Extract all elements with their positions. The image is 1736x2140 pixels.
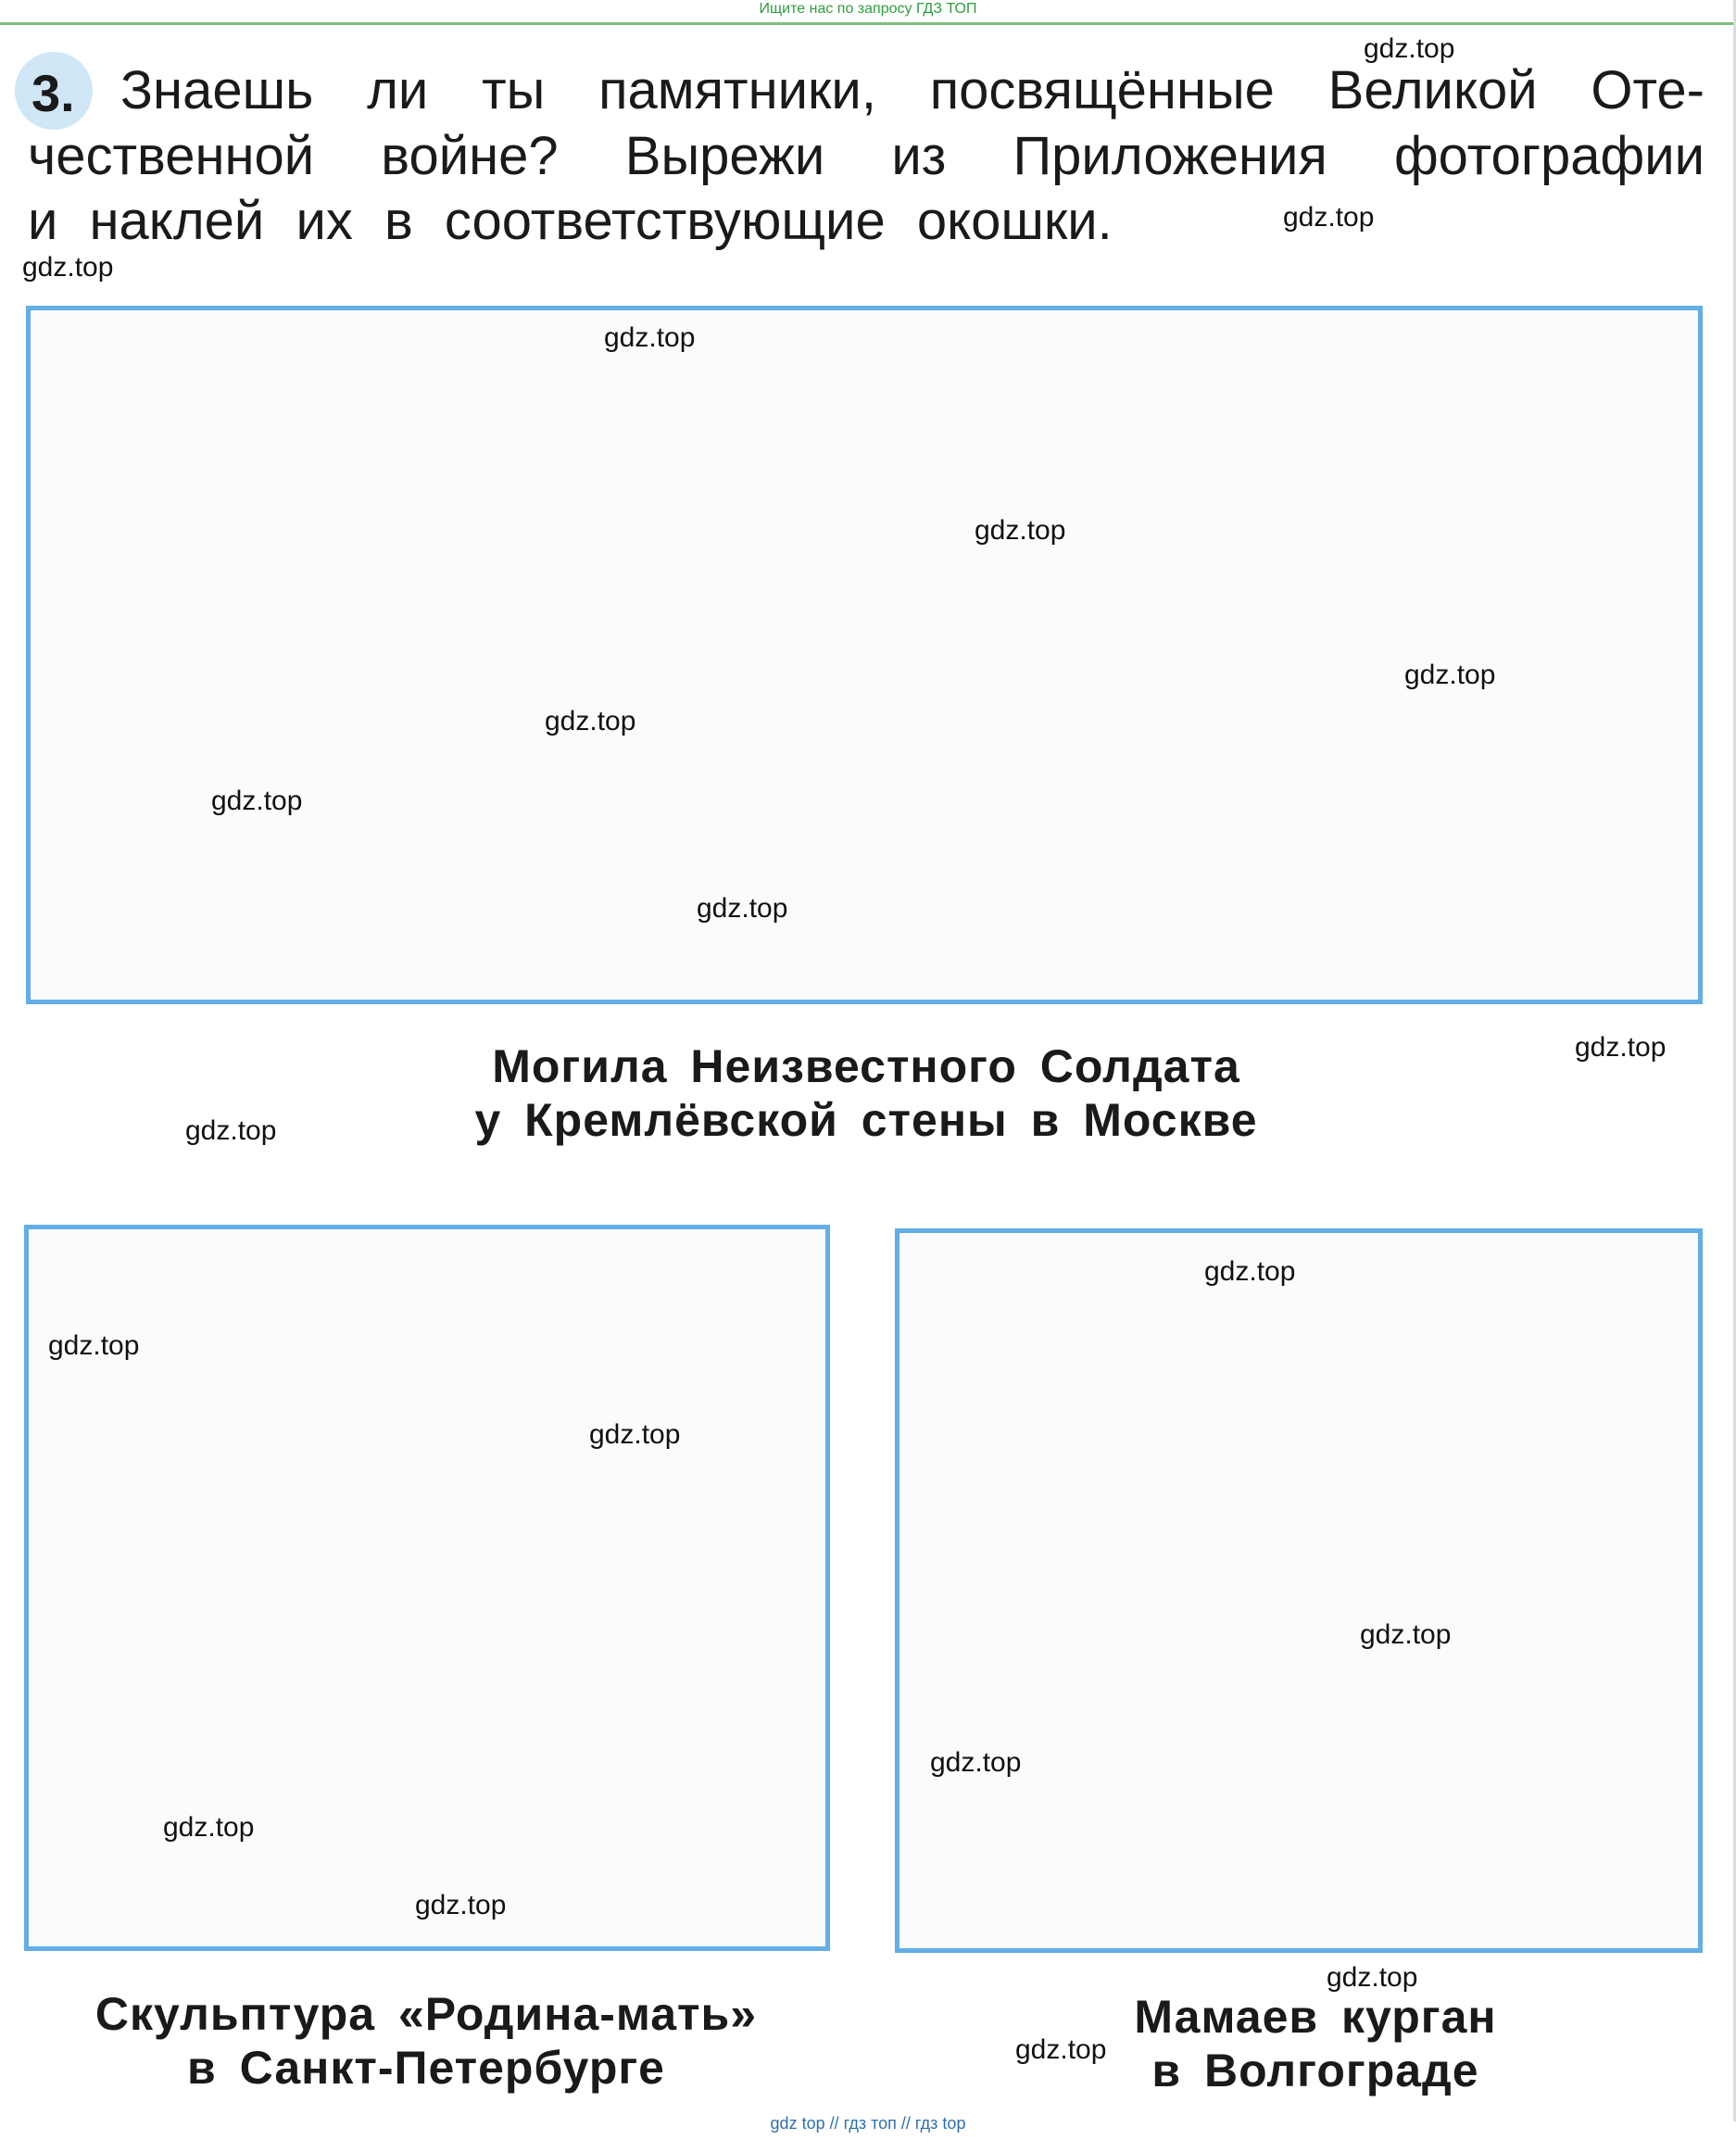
- watermark: gdz.top: [1015, 2034, 1107, 2065]
- watermark: gdz.top: [185, 1115, 277, 1146]
- caption-saint-petersburg: [37, 1987, 815, 2095]
- watermark: gdz.top: [1360, 1619, 1452, 1650]
- watermark: gdz.top: [697, 893, 788, 924]
- photo-slot-moscow[interactable]: [26, 306, 1703, 1004]
- watermark: gdz.top: [1327, 1962, 1418, 1993]
- watermark: gdz.top: [48, 1330, 140, 1361]
- caption-moscow-line-1: Могила Неизвестного Солдата: [492, 1040, 1240, 1092]
- watermark: gdz.top: [1364, 33, 1455, 64]
- watermark: gdz.top: [545, 706, 636, 736]
- top-banner: Ищите нас по запросу ГДЗ ТОП: [759, 1, 977, 17]
- photo-slot-volgograd[interactable]: [895, 1228, 1703, 1953]
- caption-moscow-line-2: у Кремлёвской стены в Москве: [474, 1094, 1258, 1146]
- caption-spb-line-2: в Санкт-Петербурге: [187, 2042, 665, 2094]
- task-number-badge: [15, 52, 93, 130]
- watermark: gdz.top: [930, 1747, 1022, 1778]
- watermark: gdz.top: [163, 1812, 255, 1843]
- watermark: gdz.top: [1204, 1256, 1296, 1287]
- watermark: gdz.top: [211, 786, 303, 816]
- watermark: gdz.top: [22, 252, 114, 283]
- task-text-line-2: чественной войне? Вырежи из Приложения фотографии: [28, 126, 1705, 186]
- watermark: gdz.top: [604, 322, 696, 353]
- caption-moscow: [333, 1039, 1399, 1147]
- photo-slot-saint-petersburg[interactable]: [24, 1225, 830, 1951]
- caption-spb-line-1: Скульптура «Родина-мать»: [94, 1988, 758, 2040]
- caption-volgograd: [1028, 1990, 1603, 2097]
- watermark: gdz.top: [415, 1890, 507, 1920]
- task-text-line-1: Знаешь ли ты памятники, посвящённые Великой Оте-: [120, 60, 1705, 120]
- watermark: gdz.top: [1575, 1032, 1667, 1063]
- task-number: 3.: [31, 64, 75, 122]
- caption-volgograd-line-1: Мамаев курган: [1134, 1991, 1497, 2043]
- watermark: gdz.top: [1404, 660, 1496, 690]
- caption-volgograd-line-2: в Волгограде: [1151, 2045, 1479, 2096]
- watermark: gdz.top: [975, 515, 1066, 546]
- watermark: gdz.top: [589, 1419, 681, 1450]
- watermark: gdz.top: [1283, 202, 1375, 233]
- bottom-banner: gdz top // гдз топ // гдз top: [770, 2114, 966, 2133]
- top-divider: [0, 22, 1736, 25]
- task-text-line-3: и наклей их в соответствующие окошки.: [28, 191, 1113, 251]
